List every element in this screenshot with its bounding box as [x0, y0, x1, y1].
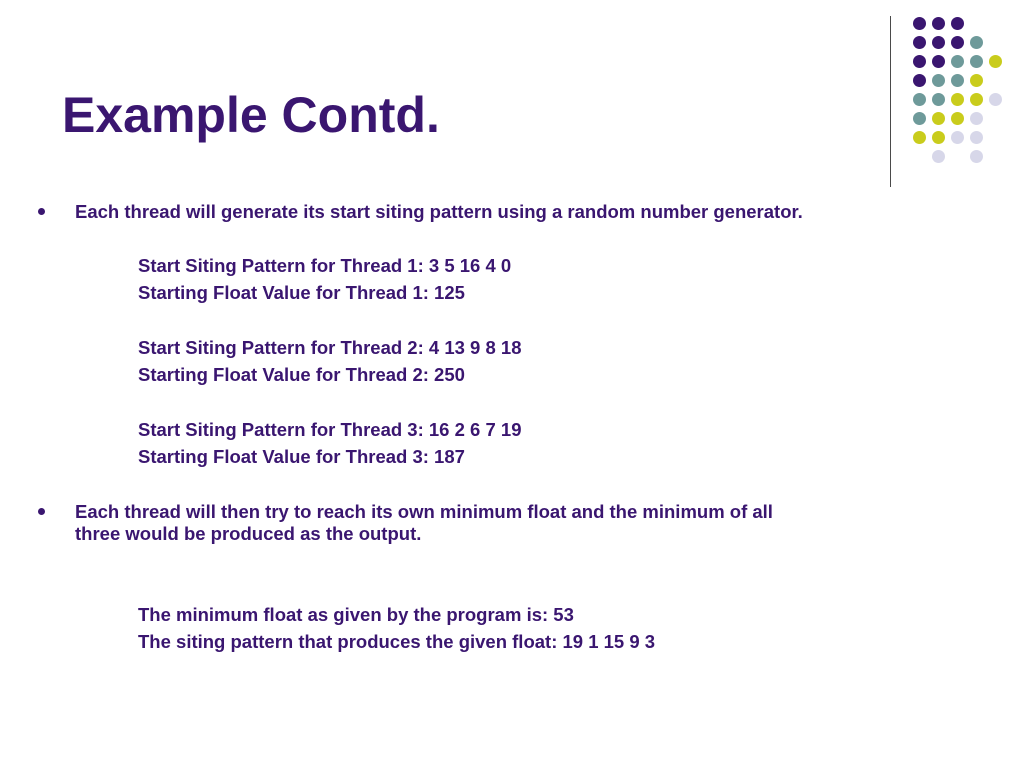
bullet-marker: [38, 508, 45, 515]
bullet-2-text-line-2: three would be produced as the output.: [75, 523, 422, 544]
thread-1-pattern: Start Siting Pattern for Thread 1: 3 5 16 4 0: [138, 255, 512, 276]
thread-1-float: Starting Float Value for Thread 1: 125: [138, 282, 465, 303]
thread-3-pattern: Start Siting Pattern for Thread 3: 16 2 6 7 19: [138, 419, 522, 440]
slide-title: Example Contd.: [62, 87, 440, 143]
thread-2-pattern: Start Siting Pattern for Thread 2: 4 13 9 8 18: [138, 337, 522, 358]
bullet-marker: [38, 208, 45, 215]
thread-2-float: Starting Float Value for Thread 2: 250: [138, 364, 465, 385]
result-siting-pattern: The siting pattern that produces the given float: 19 1 15 9 3: [138, 631, 656, 652]
bullet-1-text: Each thread will generate its start siting pattern using a random number generator.: [75, 201, 803, 222]
bullet-2-text-line-1: Each thread will then try to reach its own minimum float and the minimum of all: [75, 501, 773, 522]
thread-3-float: Starting Float Value for Thread 3: 187: [138, 446, 465, 467]
result-minimum-float: The minimum float as given by the program is: 53: [138, 604, 574, 625]
